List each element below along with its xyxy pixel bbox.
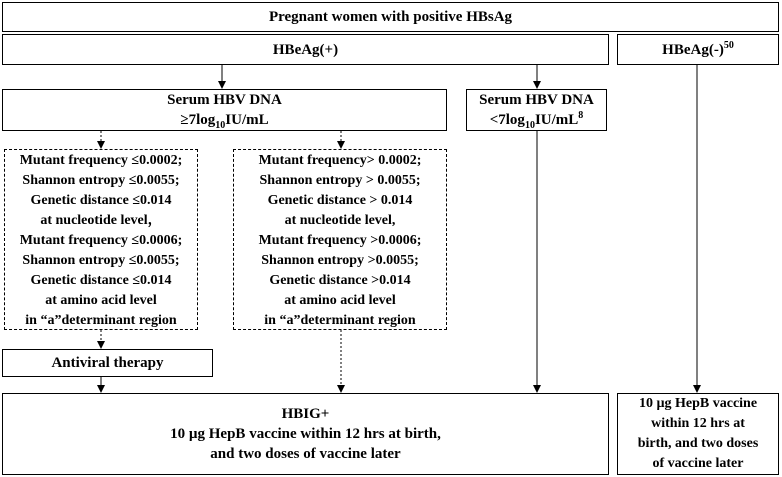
hbig-line: HBIG+ (281, 406, 330, 422)
dna-high-pre: ≥7log (180, 112, 216, 128)
hbig-line: and two doses of vaccine later (210, 446, 401, 462)
dna-high-node (2, 89, 447, 131)
vaccine-only-line: of vaccine later (652, 456, 744, 471)
high-diversity-line: Genetic distance > 0.014 (267, 193, 413, 208)
dna-low-sub: 10 (524, 120, 535, 131)
hbig-line: 10 µg HepB vaccine within 12 hrs at birth, (170, 426, 441, 442)
low-diversity-line: Shannon entropy ≤0.0055; (22, 173, 180, 188)
high-diversity-node (233, 149, 447, 330)
low-diversity-line: Shannon entropy ≤0.0055; (22, 253, 180, 268)
high-diversity-line: at nucleotide level, (284, 213, 396, 228)
dna-high-sub: 10 (215, 120, 226, 131)
antiviral-therapy-label: Antiviral therapy (51, 355, 164, 371)
vaccine-only-line: within 12 hrs at (651, 416, 745, 431)
vaccine-only-line: 10 µg HepB vaccine (638, 396, 758, 411)
dna-high-post: IU/mL (225, 112, 269, 128)
high-diversity-line: Genetic distance >0.014 (269, 273, 411, 288)
low-diversity-line: at nucleotide level， (40, 213, 162, 228)
low-diversity-line: at amino acid level (45, 293, 157, 308)
hbig-vaccine-node (2, 393, 609, 475)
high-diversity-line: Shannon entropy > 0.0055; (259, 173, 421, 188)
dna-high-title: Serum HBV DNA (167, 92, 282, 108)
high-diversity-line: in “a”determinant region (264, 313, 416, 328)
dna-low-title: Serum HBV DNA (479, 92, 594, 108)
hbeag-negative-node (617, 34, 779, 65)
low-diversity-node (4, 149, 198, 330)
dna-high-threshold (180, 110, 268, 130)
dna-low-pre: <7log (489, 112, 525, 128)
low-diversity-line: in “a”determinant region (25, 313, 177, 328)
hbeag-positive-label: HBeAg(+) (272, 41, 339, 58)
dna-low-ref: 8 (578, 110, 584, 121)
high-diversity-line: at amino acid level (284, 293, 396, 308)
hbeag-positive-node (2, 34, 609, 65)
high-diversity-line: Mutant frequency> 0.0002; (258, 153, 422, 168)
high-diversity-line: Mutant frequency >0.0006; (258, 233, 422, 248)
low-diversity-line: Genetic distance ≤0.014 (30, 193, 172, 208)
vaccine-only-line: birth, and two doses (637, 436, 759, 451)
vaccine-only-node (617, 393, 779, 475)
antiviral-therapy-node (2, 349, 213, 377)
low-diversity-line: Mutant frequency ≤0.0002; (19, 153, 183, 168)
high-diversity-line: Shannon entropy >0.0055; (261, 253, 419, 268)
hbeag-negative-text (662, 40, 734, 60)
root-node (2, 2, 779, 32)
hbeag-negative-ref: 50 (723, 39, 734, 51)
hbeag-negative-label: HBeAg(-) (662, 41, 724, 58)
dna-low-node (466, 89, 607, 131)
dna-low-post: IU/mL (534, 112, 579, 128)
root-label: Pregnant women with positive HBsAg (268, 9, 513, 25)
dna-low-threshold (490, 110, 584, 130)
low-diversity-line: Mutant frequency ≤0.0006; (19, 233, 183, 248)
low-diversity-line: Genetic distance ≤0.014 (30, 273, 172, 288)
